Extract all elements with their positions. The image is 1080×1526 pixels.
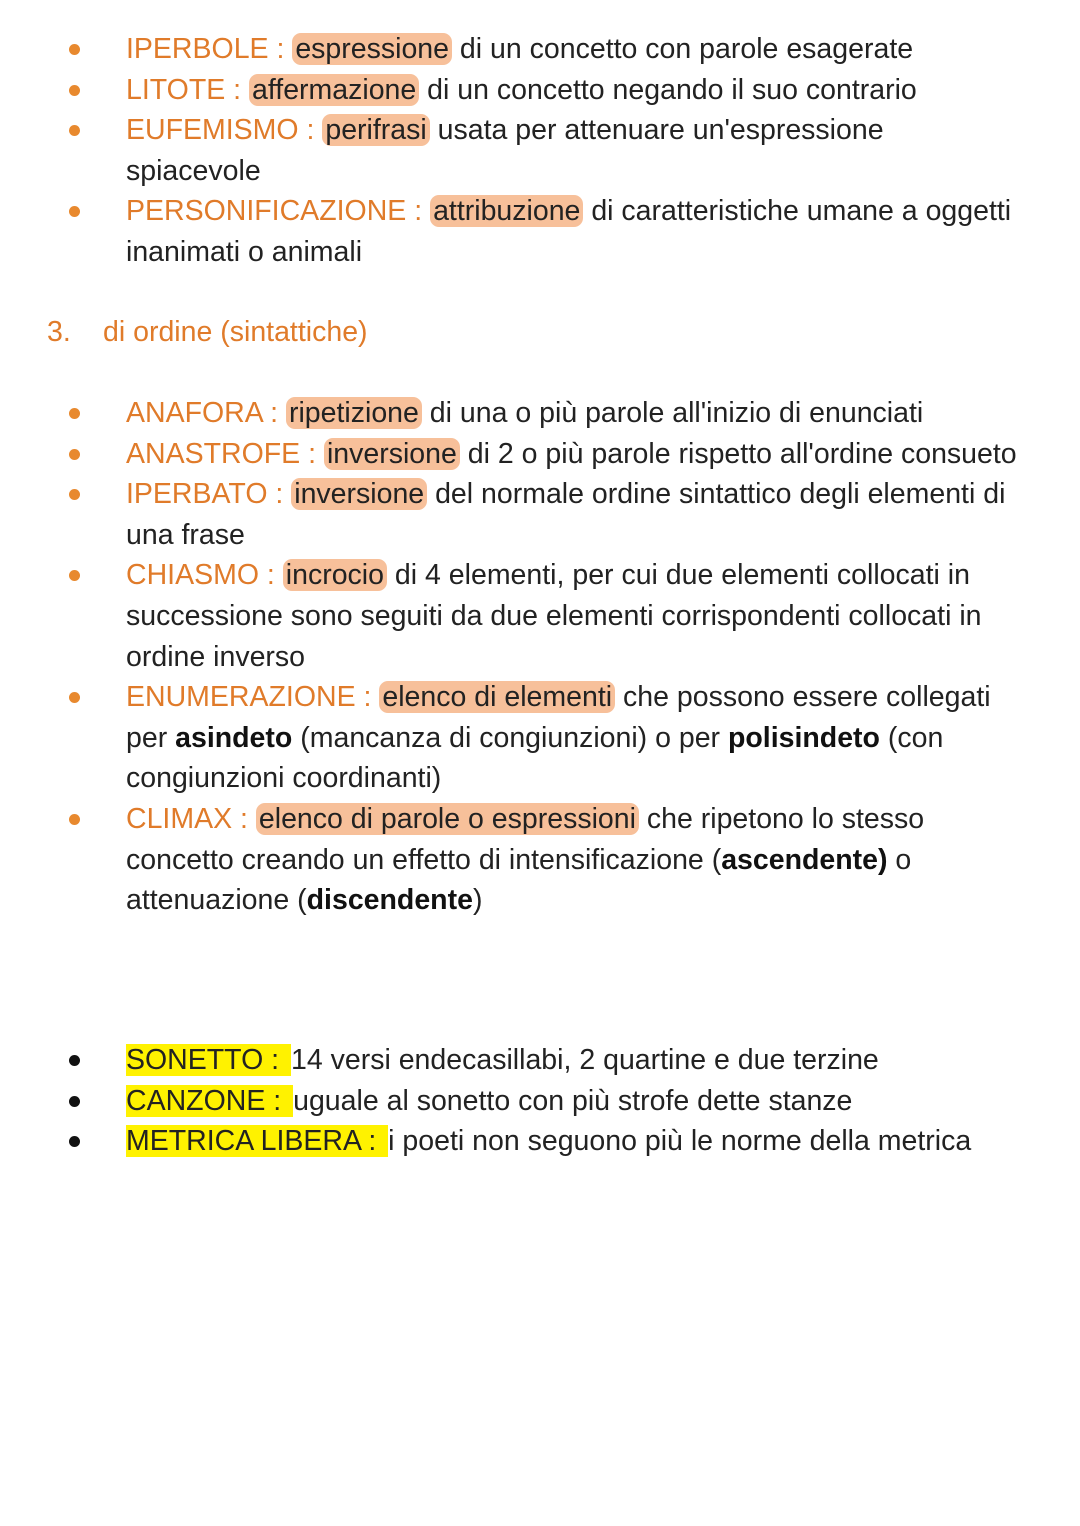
term-label: ANAFORA (126, 397, 263, 429)
highlighted-keyword: perifrasi (322, 114, 429, 146)
list-item (0, 1081, 1080, 1122)
highlighted-keyword: affermazione (249, 74, 419, 106)
definition-text: 14 versi endecasillabi, 2 quartine e due terzine (291, 1044, 879, 1076)
bullet-icon (69, 408, 80, 419)
definition-text: di una o più parole all'inizio di enunciati (421, 397, 924, 429)
term-label: LITOTE (126, 73, 226, 106)
list-item (0, 1040, 1080, 1081)
bullet-icon (69, 1136, 80, 1147)
metrics-list (0, 1040, 1080, 1162)
term-label: CANZONE : (126, 1085, 293, 1117)
definition-text: usata per attenuare un'espressione spiacevole (126, 114, 884, 187)
list-item: ANASTROFE : inversione di 2 o più parole rispetto all'ordine consueto (0, 434, 1080, 475)
term-label: ANASTROFE (126, 437, 301, 470)
definition-text: (mancanza di congiunzioni) o per (292, 721, 728, 754)
bullet-icon (69, 489, 80, 500)
bullet-icon (69, 1055, 80, 1066)
bullet-icon (69, 570, 80, 581)
highlighted-keyword: elenco di parole o espressioni (256, 803, 639, 835)
definition-text: del normale ordine sintattico degli elementi di una frase (126, 478, 1006, 551)
figure-of-speech-list (0, 29, 1080, 273)
bullet-icon (69, 814, 80, 825)
highlighted-keyword: inversione (324, 438, 460, 470)
highlighted-keyword: espressione (292, 33, 452, 65)
bullet-icon (69, 125, 80, 136)
list-item: IPERBOLE : espressione di un concetto con parole esagerate (0, 29, 1080, 70)
highlighted-keyword: attribuzione (430, 195, 583, 227)
section-number: 3. (47, 316, 71, 348)
term-label: IPERBATO (126, 478, 268, 511)
list-item: EUFEMISMO : perifrasi usata per attenuare un'espressione spiacevole (0, 110, 1080, 191)
bullet-icon (69, 1096, 80, 1107)
highlighted-keyword: incrocio (283, 559, 387, 591)
definition-text: che ripetono lo stesso concetto creando un effetto di intensificazione ( (126, 802, 925, 876)
list-item: IPERBATO : inversione del normale ordine sintattico degli elementi di una frase (0, 474, 1080, 555)
definition-text: o attenuazione ( (126, 843, 912, 917)
term-label: METRICA LIBERA : (126, 1125, 388, 1157)
list-item (0, 1121, 1080, 1162)
term-label: CLIMAX (126, 802, 233, 835)
list-item: CHIASMO : incrocio di 4 elementi, per cui due elementi collocati in successione sono seguiti da due elementi corrispondenti collocati in ordine inverso (0, 555, 1080, 677)
term-label: ENUMERAZIONE (126, 681, 356, 714)
definition-text: di caratteristiche umane a oggetti inanimati o animali (126, 195, 1012, 268)
definition-text: di 2 o più parole rispetto all'ordine consueto (459, 437, 1017, 470)
bold-term: ascendente) (721, 843, 888, 876)
definition-text: (con congiunzioni coordinanti) (126, 721, 944, 795)
term-label: CHIASMO (126, 559, 260, 592)
highlighted-keyword: inversione (291, 478, 427, 510)
bold-term: discendente (306, 884, 473, 917)
bullet-icon (69, 449, 80, 460)
list-item: PERSONIFICAZIONE : attribuzione di caratteristiche umane a oggetti inanimati o animali (0, 191, 1080, 272)
section-heading (47, 312, 368, 352)
definition-text: di un concetto negando il suo contrario (419, 73, 917, 106)
bold-term: asindeto (175, 721, 293, 754)
definition-text: di 4 elementi, per cui due elementi collocati in successione sono seguiti da due elementi corrispondenti collocati in ordine inverso (126, 559, 982, 673)
definition-text: di un concetto con parole esagerate (452, 33, 914, 65)
term-label: PERSONIFICAZIONE (126, 195, 407, 228)
term-label: EUFEMISMO (126, 114, 299, 147)
term-label: SONETTO : (126, 1044, 291, 1076)
highlighted-keyword: elenco di elementi (379, 681, 615, 713)
list-item: ENUMERAZIONE : elenco di elementi che possono essere collegati per asindeto (mancanza di congiunzioni) o per polisindeto (con congiunzioni coordinanti) (0, 677, 1080, 799)
definition-text: ) (472, 884, 483, 917)
definition-text: che possono essere collegati per (126, 681, 991, 754)
bold-term: polisindeto (727, 721, 880, 754)
bullet-icon (69, 692, 80, 703)
highlighted-keyword: ripetizione (286, 397, 422, 429)
section-title: di ordine (sintattiche) (103, 316, 368, 348)
bullet-icon (69, 206, 80, 217)
definition-text: uguale al sonetto con più strofe dette stanze (293, 1084, 853, 1117)
term-label: IPERBOLE (126, 33, 269, 65)
syntactic-figures-list (0, 393, 1080, 921)
bullet-icon (69, 85, 80, 96)
definition-text: i poeti non seguono più le norme della metrica (388, 1125, 972, 1158)
list-item: CLIMAX : elenco di parole o espressioni che ripetono lo stesso concetto creando un effetto di intensificazione (ascendente) o attenuazione (discendente) (0, 799, 1080, 921)
list-item: LITOTE : affermazione di un concetto negando il suo contrario (0, 70, 1080, 111)
list-item: ANAFORA : ripetizione di una o più parole all'inizio di enunciati (0, 393, 1080, 434)
bullet-icon (69, 44, 80, 55)
